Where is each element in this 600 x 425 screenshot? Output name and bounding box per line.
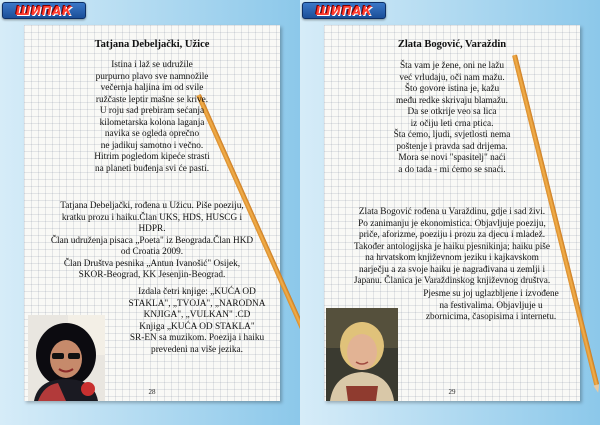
poem-line: Mora se novi "spasitelj" naći [398, 153, 506, 163]
poem-line: poštenje i pravda sad drijema. [396, 141, 508, 152]
bio-line: zbornicima, časopisima i internetu. [425, 312, 557, 322]
poem-line: među redke skrivaju blamažu. [395, 95, 509, 106]
page-number: 28 [148, 388, 156, 396]
bio-line: Pjesme su joj uglazbljene i izvođene [423, 289, 559, 299]
poem-line: Šta vam je žene, oni ne lažu [399, 61, 505, 71]
author-bio-continued [408, 289, 574, 324]
bio-line: narječju a za svoje haiku je nagrađivana u zemlji i [358, 264, 546, 275]
bio-line: Također antologijska je haiku pjesnikinja; haiku piše [353, 241, 551, 252]
poem-line: na planeti buđenja svi će pasti. [94, 163, 210, 174]
left-sheet [24, 25, 280, 401]
bio-line: HDPR. [138, 224, 166, 234]
poem [24, 60, 280, 175]
logo [2, 2, 86, 19]
poem-line: ružčaste leptir mašne se krive. [95, 94, 209, 105]
logo-text: ШИПАК [15, 3, 73, 18]
author-bio [30, 201, 274, 282]
author-bio-continued [122, 287, 272, 356]
poem-line: Hitrim pogledom kipeće strasti [94, 152, 210, 162]
poem-line: Što govore istina je, kažu [404, 84, 500, 94]
bio-line: KNJIGA", „VULKAN" .CD [143, 310, 251, 320]
logo [302, 2, 386, 19]
bio-line: kratku prozu i haiku.Član UKS, HDS, HUSCG i [61, 212, 243, 223]
bio-line: priče, aforizme, poeziju i prozu za djecu i mladež. [358, 230, 546, 240]
poem-line: kilometarska kolona laganja [99, 117, 205, 128]
poem-line: U roju sad prebiram sećanja [99, 106, 205, 116]
poem-line: ne jadikuj samotno i večno. [100, 140, 204, 151]
poem [324, 61, 580, 176]
poem-line: purpurno plavo sve namnožile [95, 71, 209, 82]
bio-line: Izdala četri knjige: „KUĆA OD [138, 287, 256, 297]
bio-line: SR-EN sa muzikom. Poezija i haiku [129, 333, 265, 343]
bio-line: Član Društva pesnika „Antun Ivanošić" Osijek, [63, 258, 241, 269]
bio-line: na festivalima. Objavljuje u [439, 300, 543, 311]
bio-line: Član udruženja pisaca „Poeta" iz Beograda.Član HKD [50, 235, 254, 246]
page-title: Tatjana Debeljački, Užice [94, 39, 210, 50]
right-sheet [324, 25, 580, 401]
bio-line: Zlata Bogović rođena u Varaždinu, gdje i sad živi. [358, 207, 546, 217]
logo-text: ШИПАК [315, 3, 373, 18]
page-number: 29 [448, 388, 456, 396]
bio-line: Po zanimanju je ekonomistica. Objavljuje poeziju, [358, 218, 546, 229]
poem-line: navika se ogleda oprečno [104, 129, 200, 139]
bio-line: Knjiga „KUĆA OD STAKLA" [139, 321, 255, 332]
bio-line: prevedeni na više jezika. [151, 344, 243, 355]
bio-line: od Croatia 2009. [120, 247, 184, 257]
right-page [300, 0, 600, 425]
page-title: Zlata Bogović, Varaždin [397, 39, 507, 50]
poem-line: iz očiju leti crna ptica. [410, 118, 494, 129]
author-bio [330, 207, 574, 288]
poem-line: već vrludaju, oči nam mažu. [399, 72, 505, 83]
bio-line: Japanu. Članica je Varaždinskog književnog društva. [353, 276, 551, 286]
bio-line: STAKLA", „TVOJA", „NARODNA [128, 298, 266, 309]
poem-line: a do tada - mi ćemo se snaći. [398, 164, 506, 175]
poem-line: Da se otkrije veo sa lica [407, 107, 497, 117]
bio-line: SKOR-Beograd, KK Jesenjin-Beograd. [78, 270, 226, 280]
bio-line: na hrvatskom književnom jeziku i kajkavskom [365, 253, 539, 263]
poem-line: večernja haljina im od svile [100, 83, 204, 93]
poem-line: Šta ćemo, ljudi, svjetlosti nema [393, 130, 511, 140]
poem-line: Istina i laž se udružile [111, 60, 193, 70]
bio-line: Tatjana Debeljački, rođena u Užicu. Piše poeziju, [60, 201, 244, 211]
